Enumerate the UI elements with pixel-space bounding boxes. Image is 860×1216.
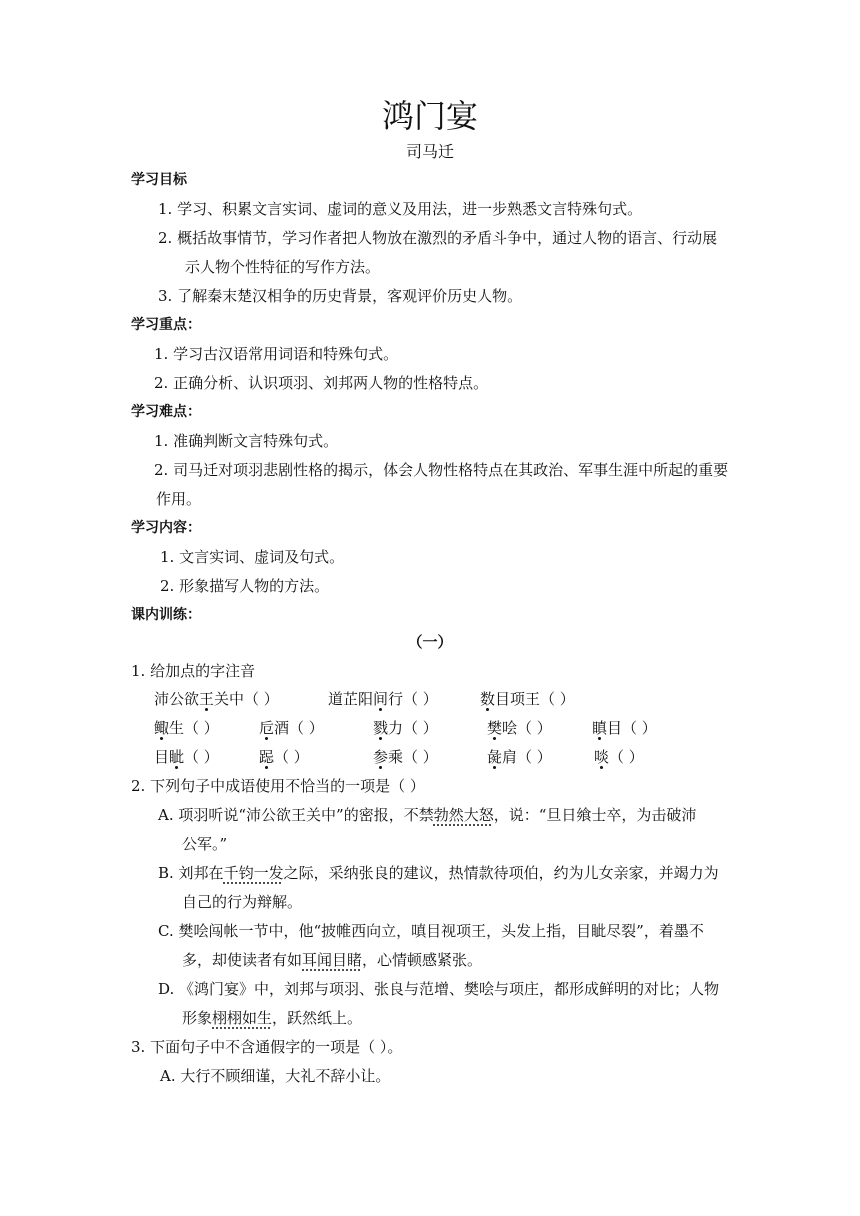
option-b-line-1: B. 刘邦在千钧一发之际，采纳张良的建议，热情款待项伯，约为儿女亲家，并竭力为 — [158, 864, 719, 882]
pinyin-item: 戮力（ ） — [373, 719, 438, 737]
focus-heading: 学习重点： — [131, 317, 201, 333]
difficulty-item-2-cont: 作用。 — [156, 490, 202, 508]
pinyin-item: 沛公欲王关中（ ） — [154, 690, 279, 708]
pinyin-item: 目眦（ ） — [154, 748, 219, 766]
goal-item-2-cont: 示人物个性特征的写作方法。 — [185, 258, 381, 276]
option-c-line-1: C. 樊哙闯帐一节中，他“披帷西向立，嗔目视项王，头发上指，目眦尽裂”，着墨不 — [158, 922, 704, 940]
pinyin-item: 樊哙（ ） — [487, 719, 552, 737]
dotted-idiom: 勃然大怒 — [433, 806, 494, 824]
question-3-option-a: A. 大行不顾细谨，大礼不辞小让。 — [160, 1067, 391, 1085]
question-3-stem: 3. 下面句子中不含通假字的一项是（ ）。 — [131, 1038, 403, 1056]
focus-item-2: 2. 正确分析、认识项羽、刘邦两人物的性格特点。 — [154, 374, 489, 392]
dotted-idiom: 千钧一发 — [223, 864, 284, 882]
option-a-line-2: 公军。” — [182, 835, 228, 853]
difficulty-item-1: 1. 准确判断文言特殊句式。 — [154, 432, 339, 450]
content-item-1: 1. 文言实词、虚词及句式。 — [160, 548, 345, 566]
option-d-line-1: D. 《鸿门宴》中，刘邦与项羽、张良与范增、樊哙与项庄，都形成鲜明的对比；人物 — [158, 980, 720, 998]
option-d-line-2: 形象栩栩如生，跃然纸上。 — [182, 1009, 363, 1027]
content-heading: 学习内容： — [131, 520, 201, 536]
dotted-idiom: 耳闻目睹 — [302, 951, 363, 969]
pinyin-item: 跽（ ） — [259, 748, 309, 766]
goal-item-3: 3. 了解秦末楚汉相争的历史背景，客观评价历史人物。 — [158, 287, 523, 305]
option-c-line-2: 多，却使读者有如耳闻目睹，心情顿感紧张。 — [182, 951, 483, 969]
content-item-2: 2. 形象描写人物的方法。 — [160, 577, 330, 595]
goal-item-2: 2. 概括故事情节，学习作者把人物放在激烈的矛盾斗争中，通过人物的语言、行动展 — [158, 229, 718, 247]
training-heading: 课内训练： — [131, 607, 201, 623]
option-a-line-1: A. 项羽听说“沛公欲王关中”的密报，不禁勃然大怒，说：“旦日飨士卒，为击破沛 — [158, 806, 697, 824]
option-b-line-2: 自己的行为辩解。 — [182, 893, 303, 911]
dotted-idiom: 栩栩如生 — [212, 1009, 273, 1027]
pinyin-item: 彘肩（ ） — [487, 748, 552, 766]
pinyin-item: 鲰生（ ） — [154, 719, 219, 737]
pinyin-item: 卮酒（ ） — [259, 719, 324, 737]
goal-item-1: 1. 学习、积累文言实词、虚词的意义及用法，进一步熟悉文言特殊句式。 — [158, 200, 643, 218]
difficulty-item-2: 2. 司马迁对项羽悲剧性格的揭示，体会人物性格特点在其政治、军事生涯中所起的重要 — [154, 461, 729, 479]
goals-heading: 学习目标 — [131, 172, 187, 188]
pinyin-item: 啖（ ） — [594, 748, 644, 766]
pinyin-item: 道芷阳间行（ ） — [328, 690, 438, 708]
document-author: 司马迁 — [405, 142, 454, 161]
pinyin-item: 数目项王（ ） — [480, 690, 575, 708]
question-1-stem: 1. 给加点的字注音 — [131, 662, 256, 680]
question-2-stem: 2. 下列句子中成语使用不恰当的一项是（ ） — [131, 777, 425, 795]
pinyin-item: 参乘（ ） — [373, 748, 438, 766]
focus-item-1: 1. 学习古汉语常用词语和特殊句式。 — [154, 345, 399, 363]
difficulty-heading: 学习难点： — [131, 404, 201, 420]
document-title: 鸿门宴 — [381, 97, 478, 135]
pinyin-item: 瞋目（ ） — [592, 719, 657, 737]
section-number: （一） — [407, 633, 453, 651]
